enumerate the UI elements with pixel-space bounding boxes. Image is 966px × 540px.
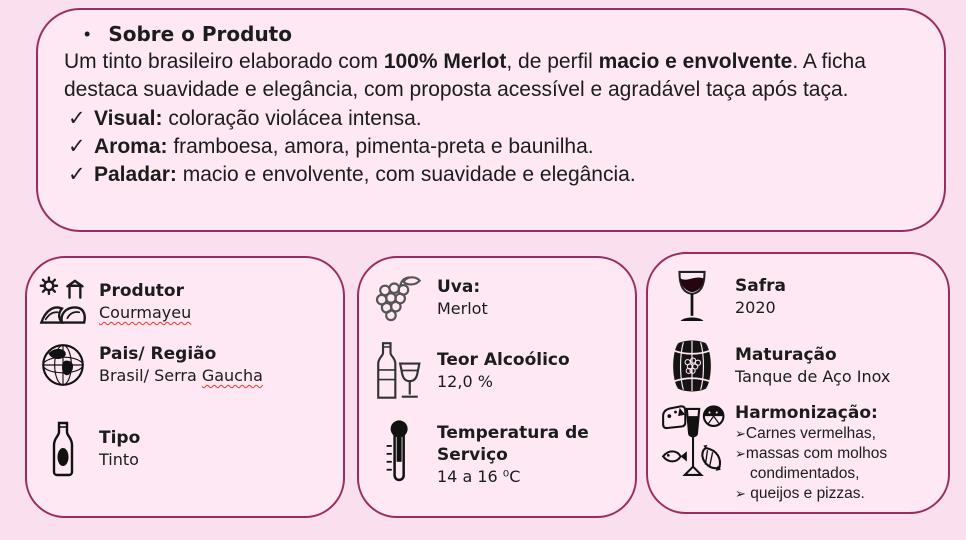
info-value: Merlot — [437, 299, 488, 318]
check-icon: ✓ — [68, 163, 86, 186]
info-value — [99, 365, 335, 387]
pairing-text: Carnes vermelhas, — [745, 425, 876, 442]
paragraph-text: , de perfil — [506, 50, 599, 73]
arrow-bullet-icon: ➢ — [735, 446, 746, 461]
info-label: Teor Alcoólico — [437, 350, 570, 370]
info-label: Produtor — [99, 281, 184, 301]
about-card — [36, 8, 946, 232]
paragraph-text: . A ficha destaca suavidade e elegância, com proposta acessível e agradável taça após taça. — [64, 50, 866, 101]
info-label: Tipo — [99, 428, 141, 448]
temperature-item — [359, 418, 635, 492]
grape-item — [359, 272, 635, 324]
info-label: Uva: — [437, 277, 481, 297]
vintage-item — [648, 268, 948, 326]
value-text: Tinto — [99, 450, 139, 469]
check-icon: ✓ — [68, 135, 86, 158]
farm-icon — [27, 276, 99, 328]
arrow-bullet-icon: ➢ — [735, 486, 746, 501]
type-item — [27, 420, 343, 478]
value-text: Brasil/ Serra — [99, 366, 202, 385]
value-misspelled: Gaucha — [201, 366, 263, 385]
grapes-icon — [359, 272, 437, 324]
bottle-glass-icon — [359, 340, 437, 402]
arrow-bullet-icon: ➢ — [735, 426, 746, 441]
wine-barrel-icon — [648, 338, 735, 394]
pairing-list-item — [735, 424, 940, 444]
info-label: Harmonização: — [735, 403, 878, 423]
checklist-text: macio e envolvente, com suavidade e elegância. — [176, 163, 636, 186]
info-label: Pais/ Região — [99, 344, 217, 364]
producer-card — [25, 256, 345, 518]
info-label: Safra — [735, 276, 786, 296]
checklist-label: Aroma: — [94, 135, 168, 158]
page-title: Sobre o Produto — [108, 22, 292, 46]
about-title-row — [84, 22, 918, 46]
pairing-list-item — [735, 444, 940, 484]
pairing-list-item — [735, 484, 940, 504]
checklist-label: Visual: — [94, 107, 163, 130]
bullet-icon: • — [84, 23, 91, 44]
info-value: 12,0 % — [437, 372, 493, 391]
info-value: Tanque de Aço Inox — [735, 367, 891, 386]
alcohol-item — [359, 340, 635, 402]
thermometer-icon — [359, 418, 437, 492]
checklist-item — [64, 133, 918, 161]
info-value — [99, 449, 335, 471]
checklist-item — [64, 105, 918, 133]
paragraph-text: Um tinto brasileiro elaborado com — [64, 50, 384, 73]
checklist-text: coloração violácea intensa. — [162, 107, 422, 130]
paragraph-bold: macio e envolvente — [598, 50, 793, 73]
value-misspelled: Courmayeu — [99, 303, 192, 322]
wine-glass-icon — [648, 268, 735, 326]
maturation-item — [648, 338, 948, 394]
pairing-item — [648, 402, 948, 504]
about-paragraph — [64, 48, 918, 104]
food-pairing-icon — [648, 402, 735, 486]
globe-icon — [27, 340, 99, 390]
checklist-text: framboesa, amora, pimenta-preta e baunilha. — [167, 135, 594, 158]
info-label: Temperatura de Serviço — [437, 423, 589, 465]
pairing-text: queijos e pizzas. — [745, 485, 865, 502]
pairing-text: massas com molhos condimentados, — [745, 445, 888, 482]
vintage-card — [646, 252, 950, 514]
info-value: 2020 — [735, 298, 776, 317]
grape-card — [357, 256, 637, 518]
pairing-list — [735, 424, 940, 504]
info-value: 14 a 16 ⁰C — [437, 467, 521, 486]
about-checklist — [64, 105, 918, 189]
checklist-label: Paladar: — [94, 163, 177, 186]
region-item — [27, 340, 343, 390]
check-icon: ✓ — [68, 107, 86, 130]
info-label: Maturação — [735, 345, 837, 365]
info-value — [99, 302, 335, 324]
wine-bottle-icon — [27, 420, 99, 478]
producer-item — [27, 276, 343, 328]
paragraph-bold: 100% Merlot — [383, 50, 507, 73]
checklist-item — [64, 161, 918, 189]
